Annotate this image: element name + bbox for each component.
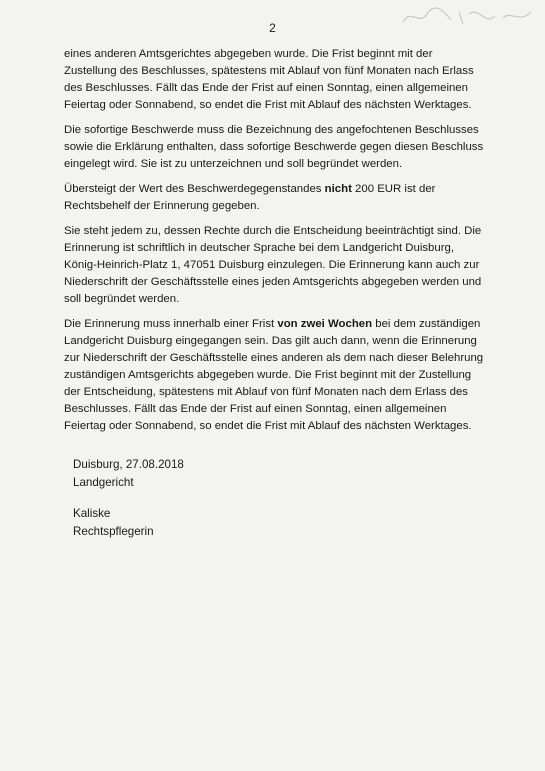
page-number: 2 [269, 21, 276, 35]
paragraph-text: Sie steht jedem zu, dessen Rechte durch die Entscheidung beeinträchtigt sind. Die Erinnerung ist schriftlich in deutscher Sprache bei dem Landgericht Duisburg, König-Heinrich-Platz 1, 47051 Duisburg einzulegen. Die Erinnerung kann auch zur Niederschrift der Geschäftsstelle eines jeden Amtsgerichts abgegeben werden und soll begründet werden. [64, 225, 482, 305]
paragraph-text: 200 EUR ist der Rechtsbehelf der Erinnerung gegeben. [64, 183, 436, 212]
paragraph [64, 316, 484, 435]
body-text [64, 46, 484, 443]
paragraph [64, 46, 484, 114]
emphasis-text: nicht [324, 183, 352, 195]
court-name: Landgericht [73, 475, 134, 489]
paragraph-text: eines anderen Amtsgerichtes abgegeben wurde. Die Frist beginnt mit der Zustellung des Beschlusses, spätestens mit Ablauf von fünf Monaten nach Erlass des Beschlusses. Fällt das Ende der Frist auf einen Sonntag, einen allgemeinen Feiertag oder Sonnabend, so endet die Frist mit Ablauf des nächsten Werktages. [64, 48, 474, 111]
signature-block [73, 456, 184, 540]
signatory-name: Kaliske [73, 507, 111, 520]
paragraph-text: Die sofortige Beschwerde muss die Bezeichnung des angefochtenen Beschlusses sowie die Erklärung enthalten, dass sofortige Beschwerde gegen diesen Beschluss eingelegt wird. Sie ist zu unterzeichnen und soll begründet werden. [64, 124, 484, 170]
signatory-title: Rechtspflegerin [73, 524, 154, 538]
paragraph [64, 122, 484, 173]
emphasis-text: von zwei Wochen [277, 318, 373, 330]
place-date: Duisburg, 27.08.2018 [73, 458, 184, 471]
paragraph-text: Übersteigt der Wert des Beschwerdegegenstandes [64, 183, 325, 195]
paragraph [64, 223, 484, 308]
paragraph [64, 181, 484, 215]
paragraph-text: bei dem zuständigen Landgericht Duisburg eingegangen sein. Das gilt auch dann, wenn die Erinnerung zur Niederschrift der Geschäftsstelle eines anderen als dem nach dieser Belehrung zuständigen Amtsgerichts abgegeben wurde. Die Frist beginnt mit der Zustellung der Entscheidung, spätestens mit Ablauf von fünf Monaten nach dem Erlass des Beschlusses. Fällt das Ende der Frist auf einen Sonntag, einen allgemeinen Feiertag oder Sonnabend, so endet die Frist mit Ablauf des nächsten Werktages. [64, 318, 484, 432]
paragraph-text: Die Erinnerung muss innerhalb einer Frist [64, 318, 278, 330]
